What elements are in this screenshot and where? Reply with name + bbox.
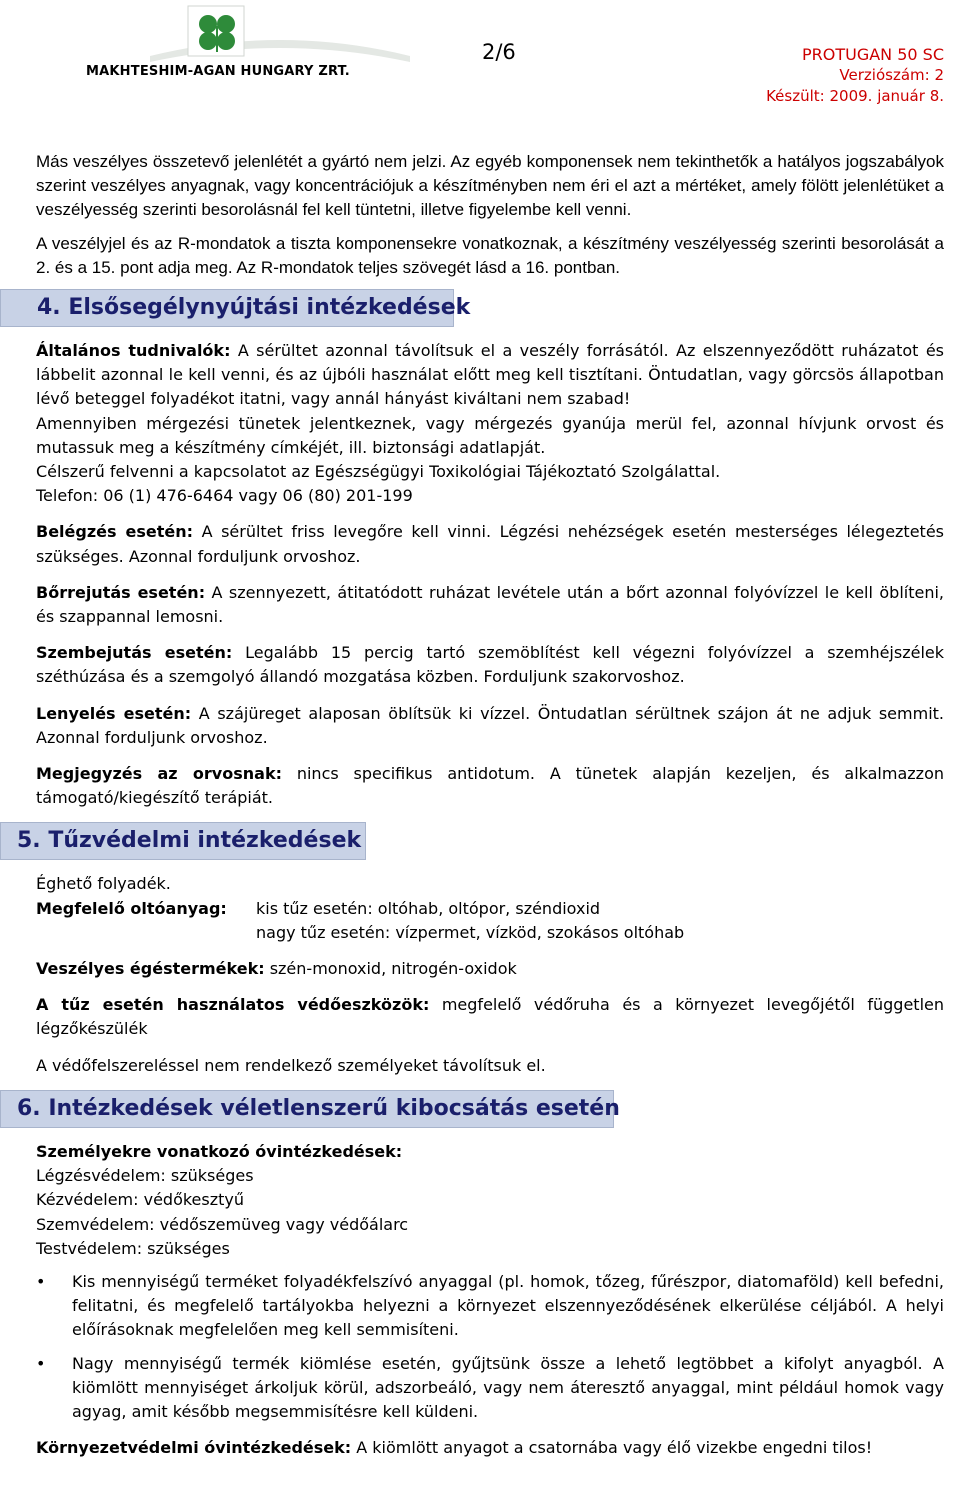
- extinguishing-agents: [36, 897, 944, 945]
- inhalation-info: [36, 520, 944, 568]
- list-item: [36, 1270, 944, 1343]
- poison-info: Amennyiben mérgezési tünetek jelentkeznek, vagy mérgezés gyanúja merül fel, azonnal hívjunk orvost és mutassuk meg a készítmény címkéjét, ill. biztonsági adatlapját.: [36, 413, 944, 457]
- personal-precautions-label: [36, 1140, 944, 1164]
- skin-info: [36, 581, 944, 629]
- inhalation-text: A sérültet friss levegőre kell vinni. Légzési nehézségek esetén mesterséges lélegeztetés szükséges. Azonnal forduljunk orvoshoz.: [36, 522, 945, 566]
- hand-protection: Kézvédelem: védőkesztyű: [36, 1190, 245, 1210]
- section-4-heading: 4. Elsősegélynyújtási intézkedések: [0, 289, 454, 327]
- small-fire-agent: kis tűz esetén: oltóhab, oltópor, széndioxid: [256, 898, 601, 918]
- personal-precautions-heading: Személyekre vonatkozó óvintézkedések:: [36, 1141, 403, 1161]
- section-6-heading: 6. Intézkedések véletlenszerű kibocsátás esetén: [0, 1090, 614, 1128]
- fire-ppe-label: A tűz esetén használatos védőeszközök:: [36, 995, 430, 1015]
- version-label: Verziószám: 2: [839, 66, 944, 84]
- combustion-text: szén-monoxid, nitrogén-oxidok: [264, 959, 517, 979]
- document-body: [17, 150, 945, 1460]
- skin-text: A szennyezett, átitatódott ruházat levétele után a bőrt azonnal folyóvízzel le kell öblíteni, és szappannal lemosni.: [36, 582, 945, 627]
- bullet-dot: •: [36, 1353, 46, 1373]
- intro-paragraph-2: A veszélyjel és az R-mondatok a tiszta komponensekre vonatkoznak, a készítmény veszélyesség szerinti besorolását a 2. és a 15. pont adja meg. Az R-mondatok teljes szövegét lásd a 16. pontban.: [36, 233, 944, 277]
- eye-text: Legalább 15 percig tartó szemöblítést kell végezni folyóvízzel a szemhéjszélek széthúzása és a szemgolyó állandó mozgatása közben. Forduljunk szakorvoshoz.: [36, 643, 944, 687]
- bullet-text-2: Nagy mennyiségű termék kiömlése esetén, gyűjtsünk össze a lehető legtöbbet a kifolyt anyagból. A kiömlött mennyiséget árkoljuk körül, adszorbeáló, vagy nem áteresztő anyaggal, mint például homok vagy agyag, amit később megsemmisítésre kell küldeni.: [72, 1353, 944, 1421]
- eye-info: [36, 641, 944, 689]
- combustion-label: Veszélyes égéstermékek:: [36, 959, 265, 979]
- phone-info: Telefon: 06 (1) 476-6464 vagy 06 (80) 201-199: [36, 486, 413, 506]
- bullet-dot: •: [36, 1271, 46, 1291]
- eye-protection: Szemvédelem: védőszemüveg vagy védőálarc: [36, 1214, 409, 1234]
- section-5-heading: 5. Tűzvédelmi intézkedések: [0, 822, 366, 860]
- intro-paragraph-1: Más veszélyes összetevő jelenlétét a gyártó nem jelzi. Az egyéb komponensek nem tekinthetők a hatályos jogszabályok szerint veszélyes anyagnak, vagy koncentrációjuk a készítményben nem éri el azt a mértéket, amely fölött jelenlétüket a veszélyesség szerinti besorolásnál fel kell tüntetni, illetve figyelembe kell venni.: [36, 152, 944, 220]
- ingestion-label: Lenyelés esetén:: [36, 703, 192, 723]
- document-info: [766, 44, 944, 107]
- contact-info: Célszerű felvenni a kapcsolatot az Egészségügyi Toxikológiai Tájékoztató Szolgálattal.: [36, 462, 721, 482]
- inhalation-label: Belégzés esetén:: [36, 522, 194, 542]
- page-number: 2/6: [482, 40, 516, 64]
- flammable-text: Éghető folyadék.: [36, 874, 171, 894]
- general-info: [36, 339, 944, 412]
- ingestion-info: [36, 702, 944, 750]
- large-fire-agent: nagy tűz esetén: vízpermet, vízköd, szokásos oltóhab: [256, 922, 685, 942]
- eye-label: Szembejutás esetén:: [36, 643, 233, 663]
- respiratory-protection: Légzésvédelem: szükséges: [36, 1166, 254, 1186]
- environmental-label: Környezetvédelmi óvintézkedések:: [36, 1438, 352, 1458]
- ingestion-text: A szájüreget alaposan öblítsük ki vízzel. Öntudatlan sérültnek szájon át ne adjuk semmit. Azonnal forduljunk orvoshoz.: [36, 703, 944, 747]
- general-info-text: A sérültet azonnal távolítsuk el a veszély forrásától. Az elszennyeződött ruházatot és lábbelit azonnal le kell venni, és az újbóli használat előtt meg kell tisztítani. Öntudatlan, vagy görcsös állapotban lévő beteggel folyadékot itatni, vagy annál hányást kiváltani nem szabad!: [36, 341, 944, 409]
- doctor-note-label: Megjegyzés az orvosnak:: [36, 764, 282, 784]
- company-name: MAKHTESHIM-AGAN HUNGARY ZRT.: [86, 64, 350, 79]
- page-header: [0, 0, 960, 115]
- four-leaf-clover-logo: [150, 4, 410, 64]
- list-item: [36, 1352, 944, 1425]
- doctor-note-text: nincs specifikus antidotum. A tünetek alapján kezeljen, és alkalmazzon támogató/kiegészítő terápiát.: [36, 764, 944, 808]
- body-protection: Testvédelem: szükséges: [36, 1238, 230, 1258]
- fire-ppe: [36, 993, 944, 1041]
- skin-label: Bőrrejutás esetén:: [36, 582, 206, 602]
- date-label: Készült: 2009. január 8.: [766, 87, 944, 105]
- remove-personnel: A védőfelszereléssel nem rendelkező személyeket távolítsuk el.: [36, 1055, 546, 1075]
- doctor-note: [36, 762, 944, 810]
- environmental-text: A kiömlött anyagot a csatornába vagy élő vizekbe engedni tilos!: [351, 1438, 873, 1458]
- fire-ppe-text: megfelelő védőruha és a környezet levegőjétől független légzőkészülék: [36, 995, 944, 1039]
- combustion-products: [36, 957, 944, 981]
- bullet-text-1: Kis mennyiségű terméket folyadékfelszívó anyaggal (pl. homok, tőzeg, fűrészpor, diatomaföld) kell befedni, felitatni, és megfelelő tartályokba helyezni a környezet elszennyeződésének elkerülése céljából. A helyi előírásoknak megfelelően meg kell semmisíteni.: [72, 1271, 944, 1340]
- extinguishing-label: Megfelelő oltóanyag:: [36, 898, 227, 918]
- general-info-label: Általános tudnivalók:: [36, 341, 231, 361]
- environmental-precautions: [36, 1436, 944, 1460]
- product-name: PROTUGAN 50 SC: [801, 45, 944, 64]
